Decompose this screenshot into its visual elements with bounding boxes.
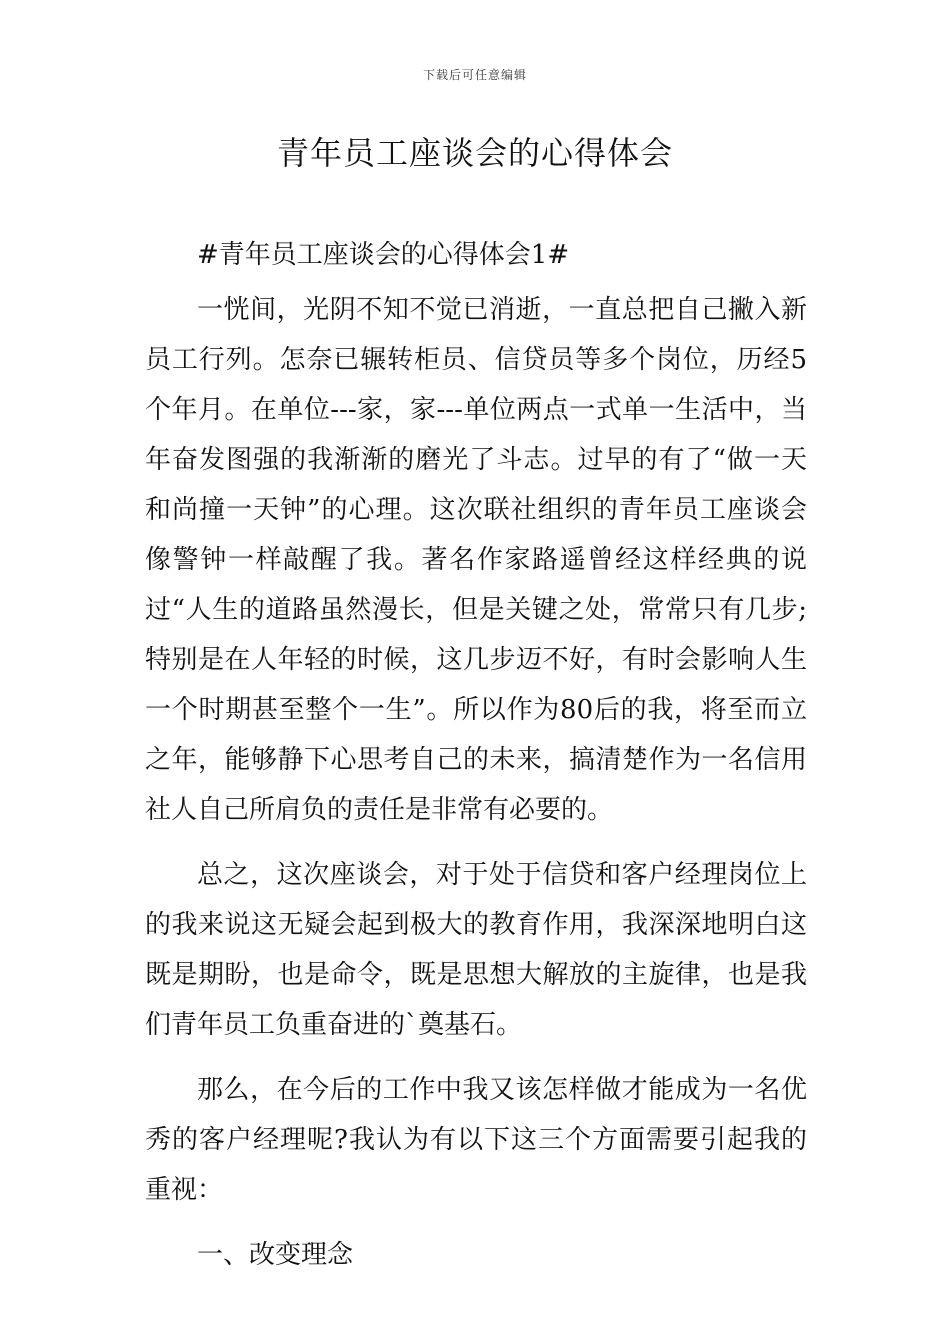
body-paragraph: 总之，这次座谈会，对于处于信贷和客户经理岗位上的我来说这无疑会起到极大的教育作用，我深深地明白这既是期盼，也是命令，既是思想大解放的主旋律，也是我们青年员工负重奋进的`奠基石。 bbox=[145, 860, 807, 1040]
subsection-heading: 一、改变理念 bbox=[197, 1240, 354, 1270]
page-header-note: 下载后可任意编辑 bbox=[422, 68, 527, 82]
body-paragraph: 那么，在今后的工作中我又该怎样做才能成为一名优秀的客户经理呢?我认为有以下这三个方面需要引起我的重视： bbox=[145, 1075, 807, 1205]
section-heading-1: #青年员工座谈会的心得体会1# bbox=[197, 240, 570, 270]
body-paragraph: 一恍间，光阴不知不觉已消逝，一直总把自己撇入新员工行列。怎奈已辗转柜员、信贷员等多个岗位，历经5个年月。在单位---家，家---单位两点一式单一生活中，当年奋发图强的我渐渐的磨光了斗志。过早的有了“做一天和尚撞一天钟”的心理。这次联社组织的青年员工座谈会像警钟一样敲醒了我。著名作家路遥曾经这样经典的说过“人生的道路虽然漫长，但是关键之处，常常只有几步;特别是在人年轻的时候，这几步迈不好，有时会影响人生一个时期甚至整个一生”。所以作为80后的我，将至而立之年，能够静下心思考自己的未来，搞清楚作为一名信用社人自己所肩负的责任是非常有必要的。 bbox=[145, 295, 807, 825]
document-title: 青年员工座谈会的心得体会 bbox=[276, 134, 673, 172]
document-body bbox=[145, 230, 807, 1285]
